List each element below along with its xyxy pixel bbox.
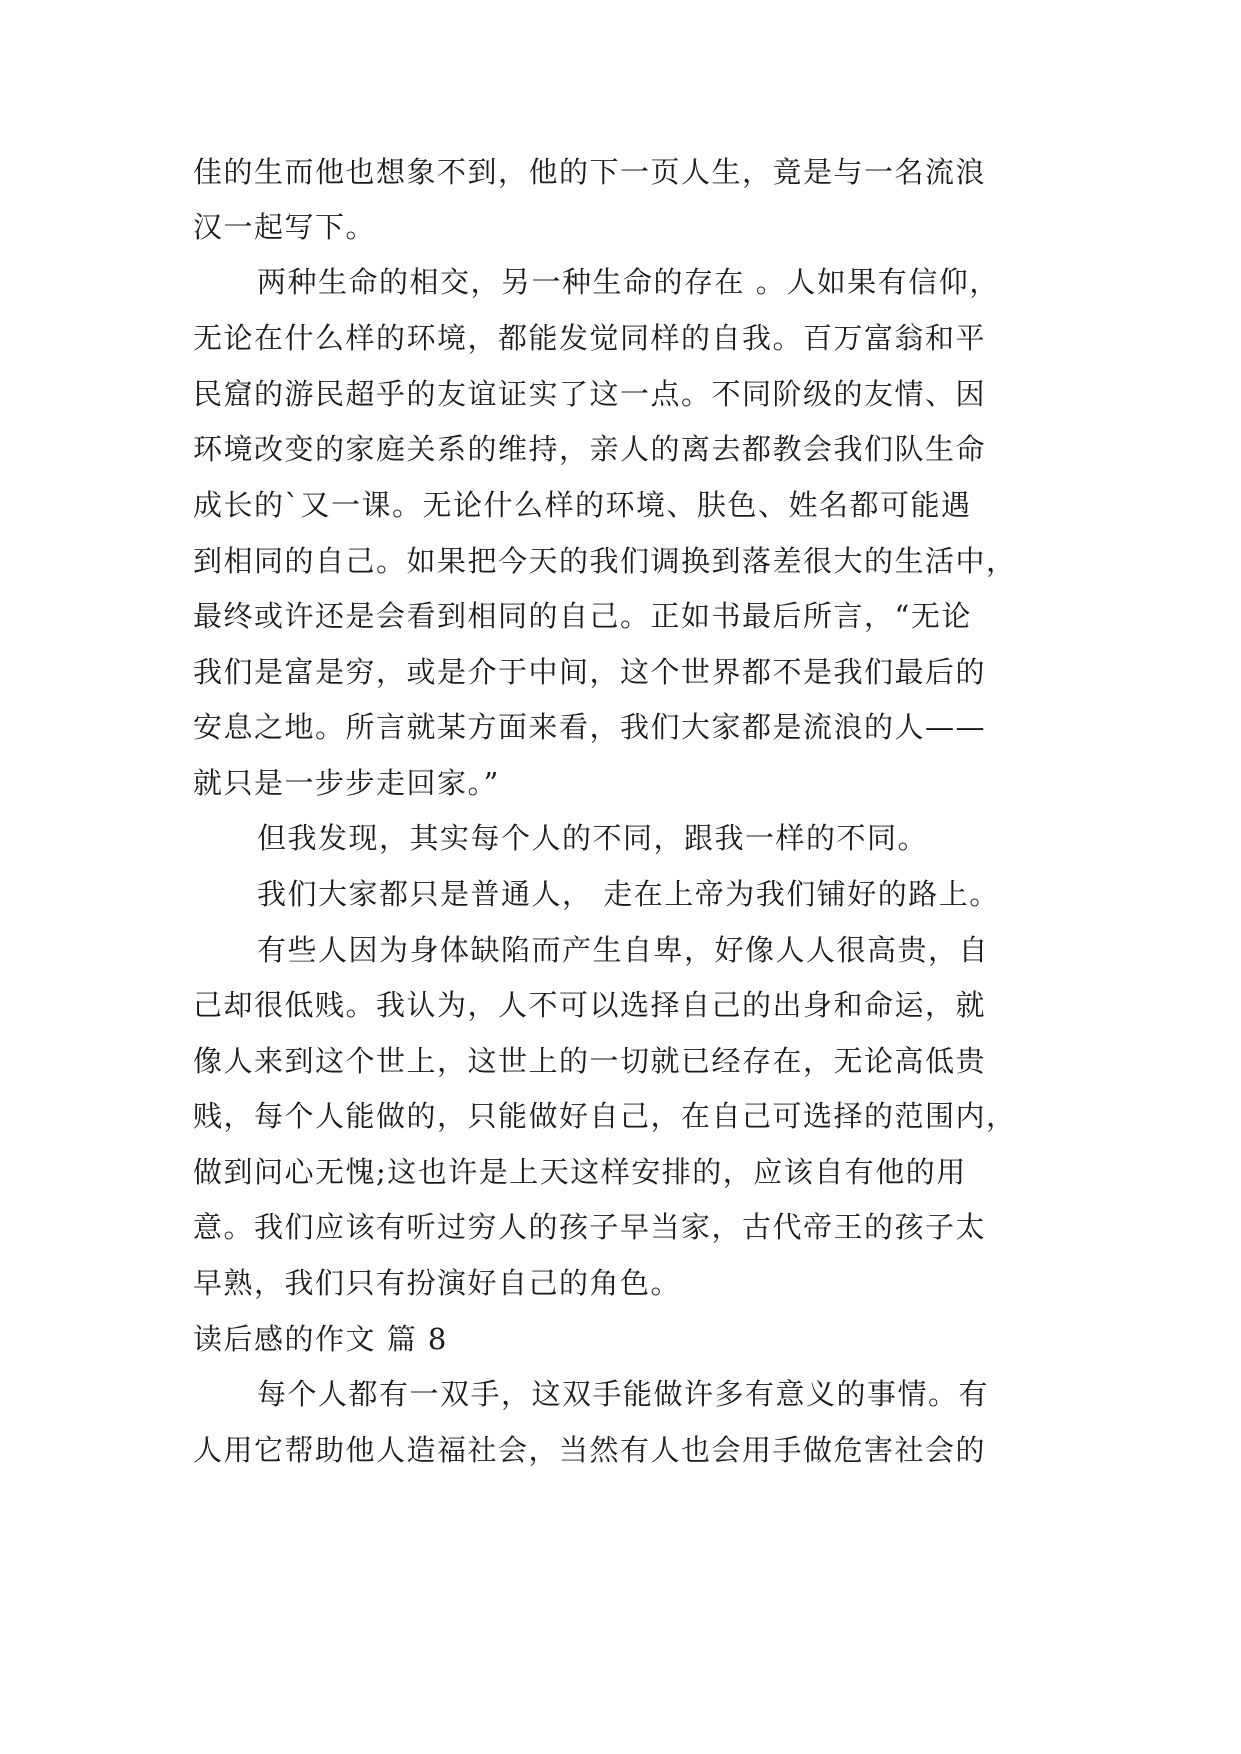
text-line: 民窟的游民超乎的友谊证实了这一点。不同阶级的友情、因 [193, 377, 987, 411]
paragraph-start: 两种生命的相交，另一种生命的存在 。人如果有信仰， [257, 265, 1000, 299]
text-line: 像人来到这个世上，这世上的一切就已经存在，无论高低贵 [193, 1044, 987, 1078]
text-line: 就只是一步步走回家。” [193, 766, 500, 800]
text-line: 早熟，我们只有扮演好自己的角色。 [193, 1266, 682, 1300]
text-line: 最终或许还是会看到相同的自己。正如书最后所言，“无论 [193, 599, 972, 633]
text-line: 我们是富是穷，或是介于中间，这个世界都不是我们最后的 [193, 655, 987, 689]
text-line: 成长的`又一课。无论什么样的环境、肤色、姓名都可能遇 [193, 488, 972, 522]
text-line: 做到问心无愧;这也许是上天这样安排的，应该自有他的用 [193, 1155, 967, 1189]
paragraph-start: 但我发现，其实每个人的不同，跟我一样的不同。 [257, 821, 929, 855]
text-line: 己却很低贱。我认为，人不可以选择自己的出身和命运，就 [193, 988, 987, 1022]
text-line: 人用它帮助他人造福社会，当然有人也会用手做危害社会的 [193, 1433, 987, 1467]
text-line: 环境改变的家庭关系的维持，亲人的离去都教会我们队生命 [193, 432, 987, 466]
text-line: 汉一起写下。 [193, 210, 377, 244]
text-line: 贱，每个人能做的，只能做好自己，在自己可选择的范围内， [193, 1099, 1017, 1133]
text-line: 到相同的自己。如果把今天的我们调换到落差很大的生活中， [193, 544, 1017, 578]
paragraph-start: 有些人因为身体缺陷而产生自卑，好像人人很高贵，自 [257, 933, 990, 967]
text-line: 无论在什么样的环境，都能发觉同样的自我。百万富翁和平 [193, 321, 987, 355]
paragraph-start: 每个人都有一双手，这双手能做许多有意义的事情。有 [257, 1377, 990, 1411]
paragraph-start: 我们大家都只是普通人， 走在上帝为我们铺好的路上。 [257, 877, 1000, 911]
text-line: 意。我们应该有听过穷人的孩子早当家，古代帝王的孩子太 [193, 1210, 987, 1244]
text-line: 佳的生而他也想象不到，他的下一页人生，竟是与一名流浪 [193, 155, 987, 189]
text-line: 安息之地。所言就某方面来看，我们大家都是流浪的人—— [193, 710, 987, 744]
section-heading: 读后感的作文 篇 8 [193, 1322, 448, 1356]
